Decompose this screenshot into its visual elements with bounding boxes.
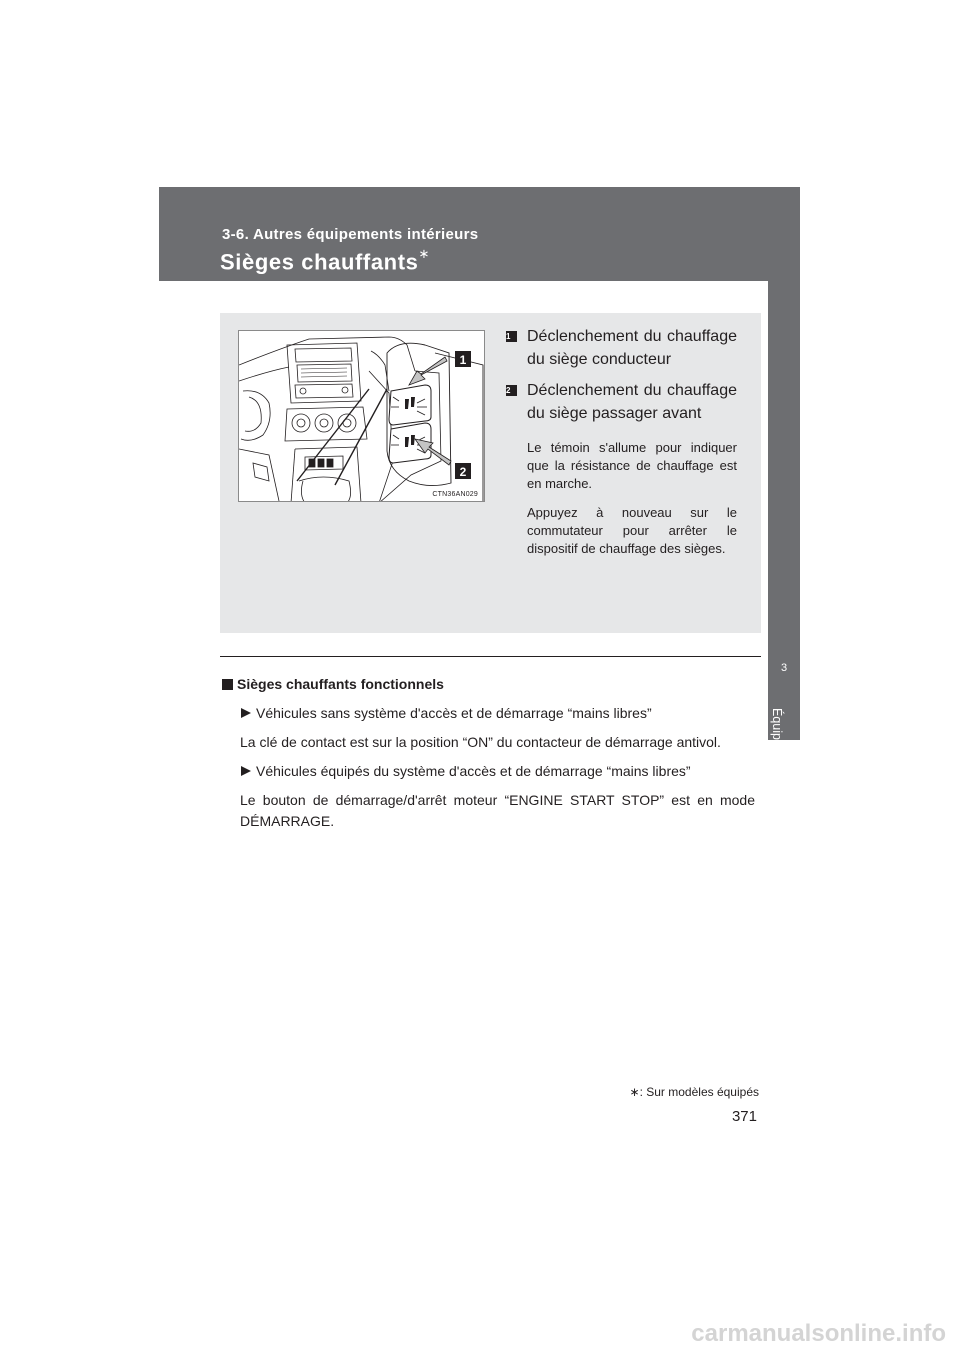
callout-1: 1 <box>459 353 467 367</box>
body-text <box>222 674 755 840</box>
condition-1-text: Véhicules sans système d'accès et de démarrage “mains libres” <box>256 705 652 721</box>
section-subtitle: 3-6. Autres équipements intérieurs <box>222 226 479 243</box>
section-divider <box>220 656 761 657</box>
watermark: carmanualsonline.info <box>691 1320 946 1347</box>
arrow-right-icon <box>241 708 251 718</box>
figure-code: CTN36AN029 <box>432 491 478 498</box>
arrow-right-icon <box>241 766 251 776</box>
footnote: ∗: Sur modèles équipés <box>629 1085 759 1099</box>
callout-2: 2 <box>459 465 467 479</box>
legend <box>505 326 737 558</box>
condition-2 <box>222 761 755 782</box>
subsection-heading <box>222 674 755 695</box>
square-bullet-icon <box>222 679 233 690</box>
page-number: 371 <box>731 1108 757 1125</box>
condition-1 <box>222 703 755 724</box>
chapter-side-tab <box>768 187 800 740</box>
legend-item-1 <box>505 326 737 371</box>
asterisk-mark: ∗ <box>418 246 430 261</box>
condition-2-description: Le bouton de démarrage/d'arrêt moteur “ENGINE START STOP” est en mode DÉMARRAGE. <box>240 792 755 829</box>
condition-1-description: La clé de contact est sur la position “ON” du contacteur de démarrage antivol. <box>240 734 721 750</box>
legend-number-2: 2 <box>506 385 517 396</box>
legend-number-1: 1 <box>506 331 517 342</box>
page-title <box>220 246 430 275</box>
chapter-label: Équipements intérieurs <box>770 708 784 836</box>
dashboard-illustration <box>238 330 485 502</box>
chapter-number: 3 <box>780 662 788 674</box>
condition-2-text: Véhicules équipés du système d'accès et de démarrage “mains libres” <box>256 763 691 779</box>
legend-item-2 <box>505 380 737 425</box>
legend-text-1: Déclenchement du chauffage du siège conducteur <box>527 328 737 368</box>
page-title-text: Sièges chauffants <box>220 249 419 275</box>
legend-text-2: Déclenchement du chauffage du siège passager avant <box>527 382 737 422</box>
subsection-heading-text: Sièges chauffants fonctionnels <box>237 676 444 692</box>
legend-note-2: Appuyez à nouveau sur le commutateur pour arrêter le dispositif de chauffage des sièges. <box>527 505 737 556</box>
dashboard-drawing <box>239 331 485 502</box>
legend-note-1: Le témoin s'allume pour indiquer que la résistance de chauffage est en marche. <box>527 440 737 491</box>
